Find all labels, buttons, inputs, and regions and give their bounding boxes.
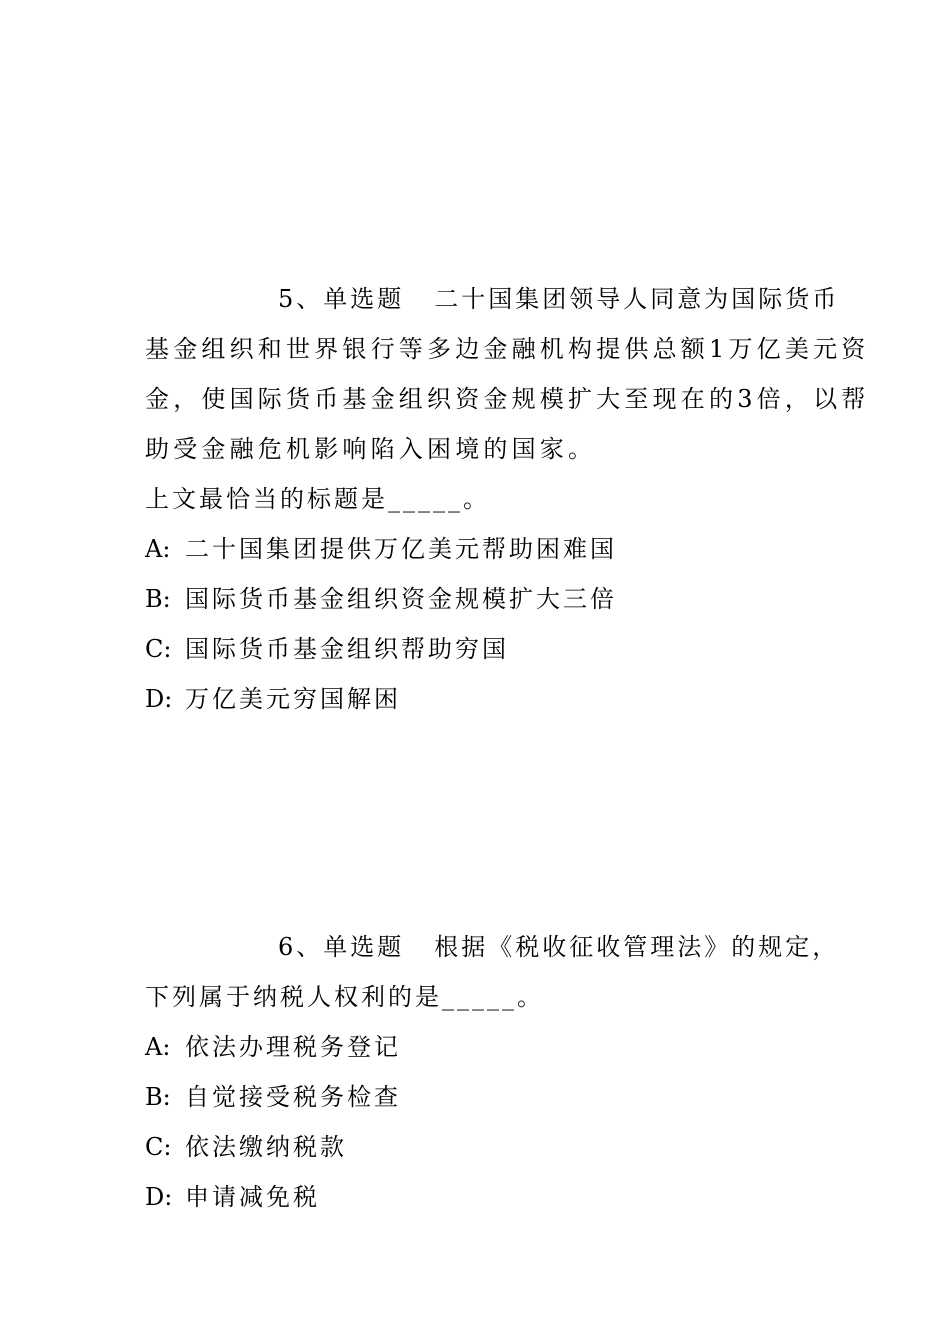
question-stem-line: 根据《税收征收管理法》的规定， bbox=[434, 933, 840, 961]
option-b bbox=[145, 584, 617, 614]
option-label: B: bbox=[145, 585, 171, 613]
option-label: D: bbox=[145, 685, 173, 713]
option-label: C: bbox=[145, 1133, 172, 1161]
option-text: 万亿美元穷国解困 bbox=[185, 685, 401, 713]
option-text: 依法办理税务登记 bbox=[185, 1033, 401, 1061]
option-text: 申请减免税 bbox=[185, 1183, 320, 1211]
option-label: A: bbox=[145, 1033, 171, 1061]
option-a bbox=[145, 534, 617, 564]
question-stem-line: 金，使国际货币基金组织资金规模扩大至现在的3倍，以帮 bbox=[145, 385, 870, 413]
option-d bbox=[145, 1182, 320, 1212]
option-c bbox=[145, 1132, 347, 1162]
option-label: A: bbox=[145, 535, 171, 563]
option-label: C: bbox=[145, 635, 172, 663]
option-text: 依法缴纳税款 bbox=[185, 1133, 347, 1161]
option-text: 自觉接受税务检查 bbox=[185, 1083, 401, 1111]
option-b bbox=[145, 1082, 401, 1112]
option-text: 国际货币基金组织帮助穷国 bbox=[185, 635, 509, 663]
question-stem-line: 助受金融危机影响陷入困境的国家。 bbox=[145, 435, 597, 463]
option-a bbox=[145, 1032, 401, 1062]
question-number: 5、单选题 bbox=[278, 285, 405, 313]
option-text: 二十国集团提供万亿美元帮助困难国 bbox=[185, 535, 617, 563]
option-d bbox=[145, 684, 401, 714]
question-prompt: 下列属于纳税人权利的是_____。 bbox=[145, 983, 544, 1011]
question-stem-line: 基金组织和世界银行等多边金融机构提供总额1万亿美元资 bbox=[145, 335, 870, 363]
option-c bbox=[145, 634, 509, 664]
question-6-first-line bbox=[278, 932, 839, 962]
question-number: 6、单选题 bbox=[278, 933, 405, 961]
question-stem-line: 二十国集团领导人同意为国际货币 bbox=[434, 285, 840, 313]
option-text: 国际货币基金组织资金规模扩大三倍 bbox=[185, 585, 617, 613]
question-5-first-line bbox=[278, 284, 839, 314]
option-label: D: bbox=[145, 1183, 173, 1211]
question-prompt: 上文最恰当的标题是_____。 bbox=[145, 485, 490, 513]
option-label: B: bbox=[145, 1083, 171, 1111]
